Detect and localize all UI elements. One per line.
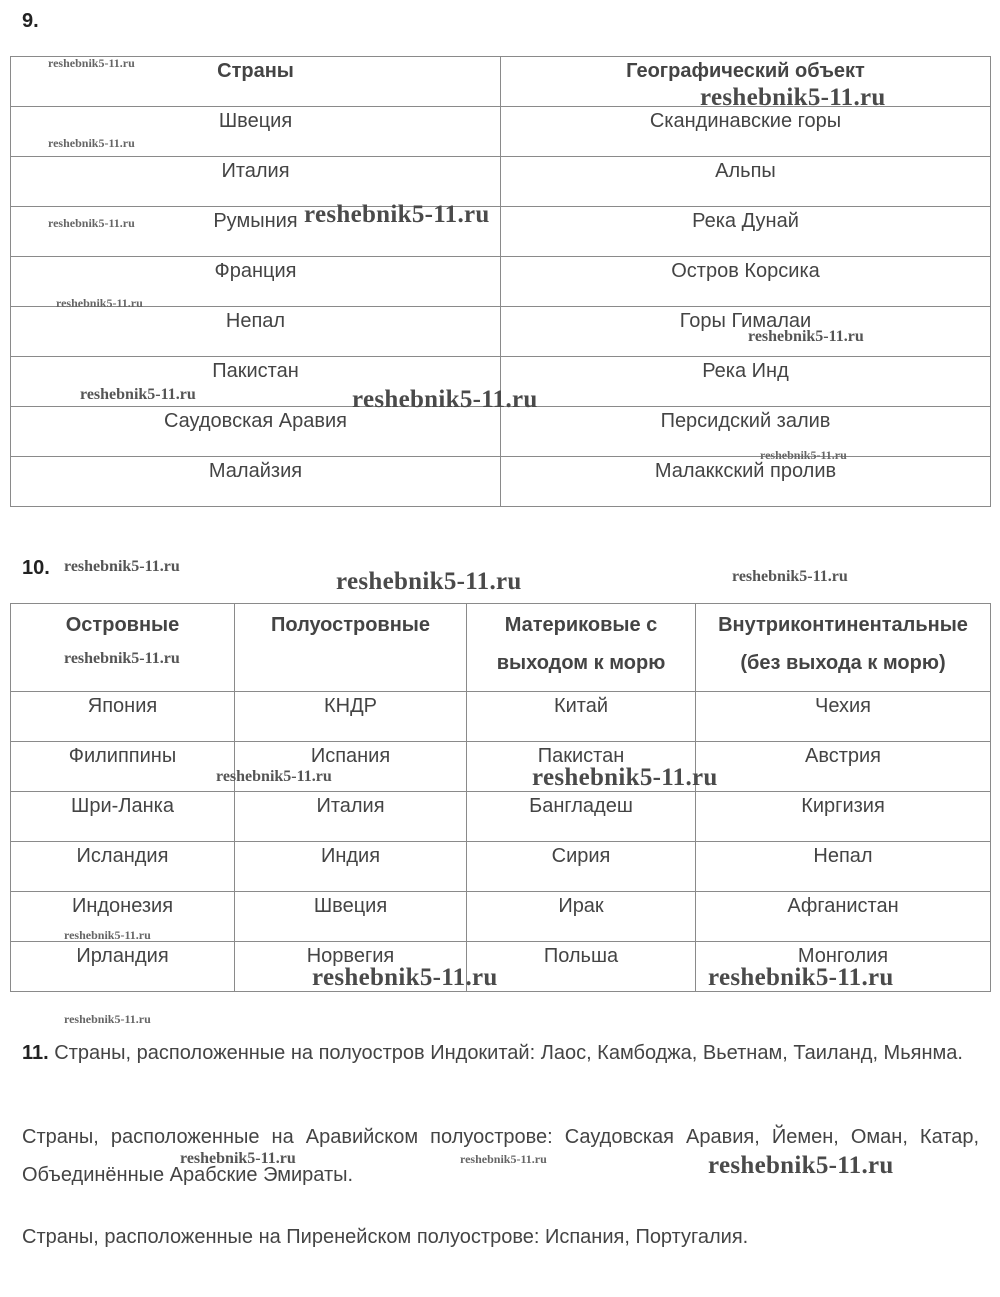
watermark: reshebnik5-11.ru [64,558,180,575]
watermark: reshebnik5-11.ru [460,1152,547,1166]
table-header-row [11,604,991,692]
watermark: reshebnik5-11.ru [748,328,864,345]
task-9-number: 9. [22,10,39,32]
cell-object: Персидский залив [501,407,991,457]
cell: Италия [235,792,467,842]
cell-object: Альпы [501,157,991,207]
cell-country: Пакистан [11,357,501,407]
cell: Монголия [696,942,991,992]
cell: Польша [467,942,696,992]
watermark: reshebnik5-11.ru [48,56,135,70]
watermark: reshebnik5-11.ru [336,568,522,595]
cell-object: Река Дунай [501,207,991,257]
watermark: reshebnik5-11.ru [352,386,538,413]
cell-country: Малайзия [11,457,501,507]
cell-object: Река Инд [501,357,991,407]
cell-object: Скандинавские горы [501,107,991,157]
cell-country: Италия [11,157,501,207]
cell-country: Швеция [11,107,501,157]
header-peninsular: Полуостровные [235,604,467,692]
watermark: reshebnik5-11.ru [64,1012,151,1026]
watermark: reshebnik5-11.ru [180,1150,296,1167]
task-11-paragraph-1: 11. Страны, расположенные на полуостров Индокитай: Лаос, Камбоджа, Вьетнам, Таиланд, Мьянма. [22,1042,963,1064]
table-row [11,892,991,942]
watermark: reshebnik5-11.ru [64,650,180,667]
cell: Пакистан [467,742,696,792]
cell: Бангладеш [467,792,696,842]
cell: Исландия [11,842,235,892]
watermark: reshebnik5-11.ru [708,964,894,991]
cell-country: Саудовская Аравия [11,407,501,457]
table-row [11,842,991,892]
watermark: reshebnik5-11.ru [304,201,490,228]
watermark: reshebnik5-11.ru [64,928,151,942]
table-row [11,257,991,307]
cell-object: Малаккский пролив [501,457,991,507]
watermark: reshebnik5-11.ru [532,764,718,791]
table-row [11,742,991,792]
watermark: reshebnik5-11.ru [732,568,848,585]
table-row [11,692,991,742]
header-island: Островные [11,604,235,692]
table-row [11,457,991,507]
cell: Ирландия [11,942,235,992]
task-11-paragraph-3: Страны, расположенные на Пиренейском полуострове: Испания, Португалия. [22,1226,749,1248]
watermark: reshebnik5-11.ru [708,1152,894,1179]
cell: Филиппины [11,742,235,792]
cell: Швеция [235,892,467,942]
header-countries: Страны [11,57,501,107]
cell: Австрия [696,742,991,792]
table-row [11,107,991,157]
watermark: reshebnik5-11.ru [312,964,498,991]
cell: Норвегия [235,942,467,992]
cell: КНДР [235,692,467,742]
cell: Индия [235,842,467,892]
watermark: reshebnik5-11.ru [56,296,143,310]
task-11-number: 11. [22,1042,49,1064]
cell: Афганистан [696,892,991,942]
watermark: reshebnik5-11.ru [760,448,847,462]
cell: Испания [235,742,467,792]
cell: Киргизия [696,792,991,842]
table-row [11,207,991,257]
cell-object: Горы Гималаи [501,307,991,357]
cell: Чехия [696,692,991,742]
cell-country: Франция [11,257,501,307]
table-row [11,792,991,842]
task-9-table [10,56,991,507]
cell: Шри-Ланка [11,792,235,842]
watermark: reshebnik5-11.ru [216,768,332,785]
cell: Сирия [467,842,696,892]
watermark: reshebnik5-11.ru [80,386,196,403]
header-geo-object: Географический объект [501,57,991,107]
cell: Япония [11,692,235,742]
task-11-paragraph-2: Страны, расположенные на Аравийском полуострове: Саудовская Аравия, Йемен, Оман, Катар, Объединённые Арабские Эмираты. [22,1126,979,1186]
task-10-number: 10. [22,557,50,579]
cell: Китай [467,692,696,742]
cell-country: Румыния [11,207,501,257]
watermark: reshebnik5-11.ru [48,216,135,230]
cell: Ирак [467,892,696,942]
cell-country: Непал [11,307,501,357]
cell: Непал [696,842,991,892]
watermark: reshebnik5-11.ru [48,136,135,150]
cell: Индонезия [11,892,235,942]
watermark: reshebnik5-11.ru [700,84,886,111]
cell-object: Остров Корсика [501,257,991,307]
table-row [11,157,991,207]
header-continental-sea: Материковые с выходом к морю [467,604,696,692]
header-landlocked: Внутриконтинентальные (без выхода к морю) [696,604,991,692]
